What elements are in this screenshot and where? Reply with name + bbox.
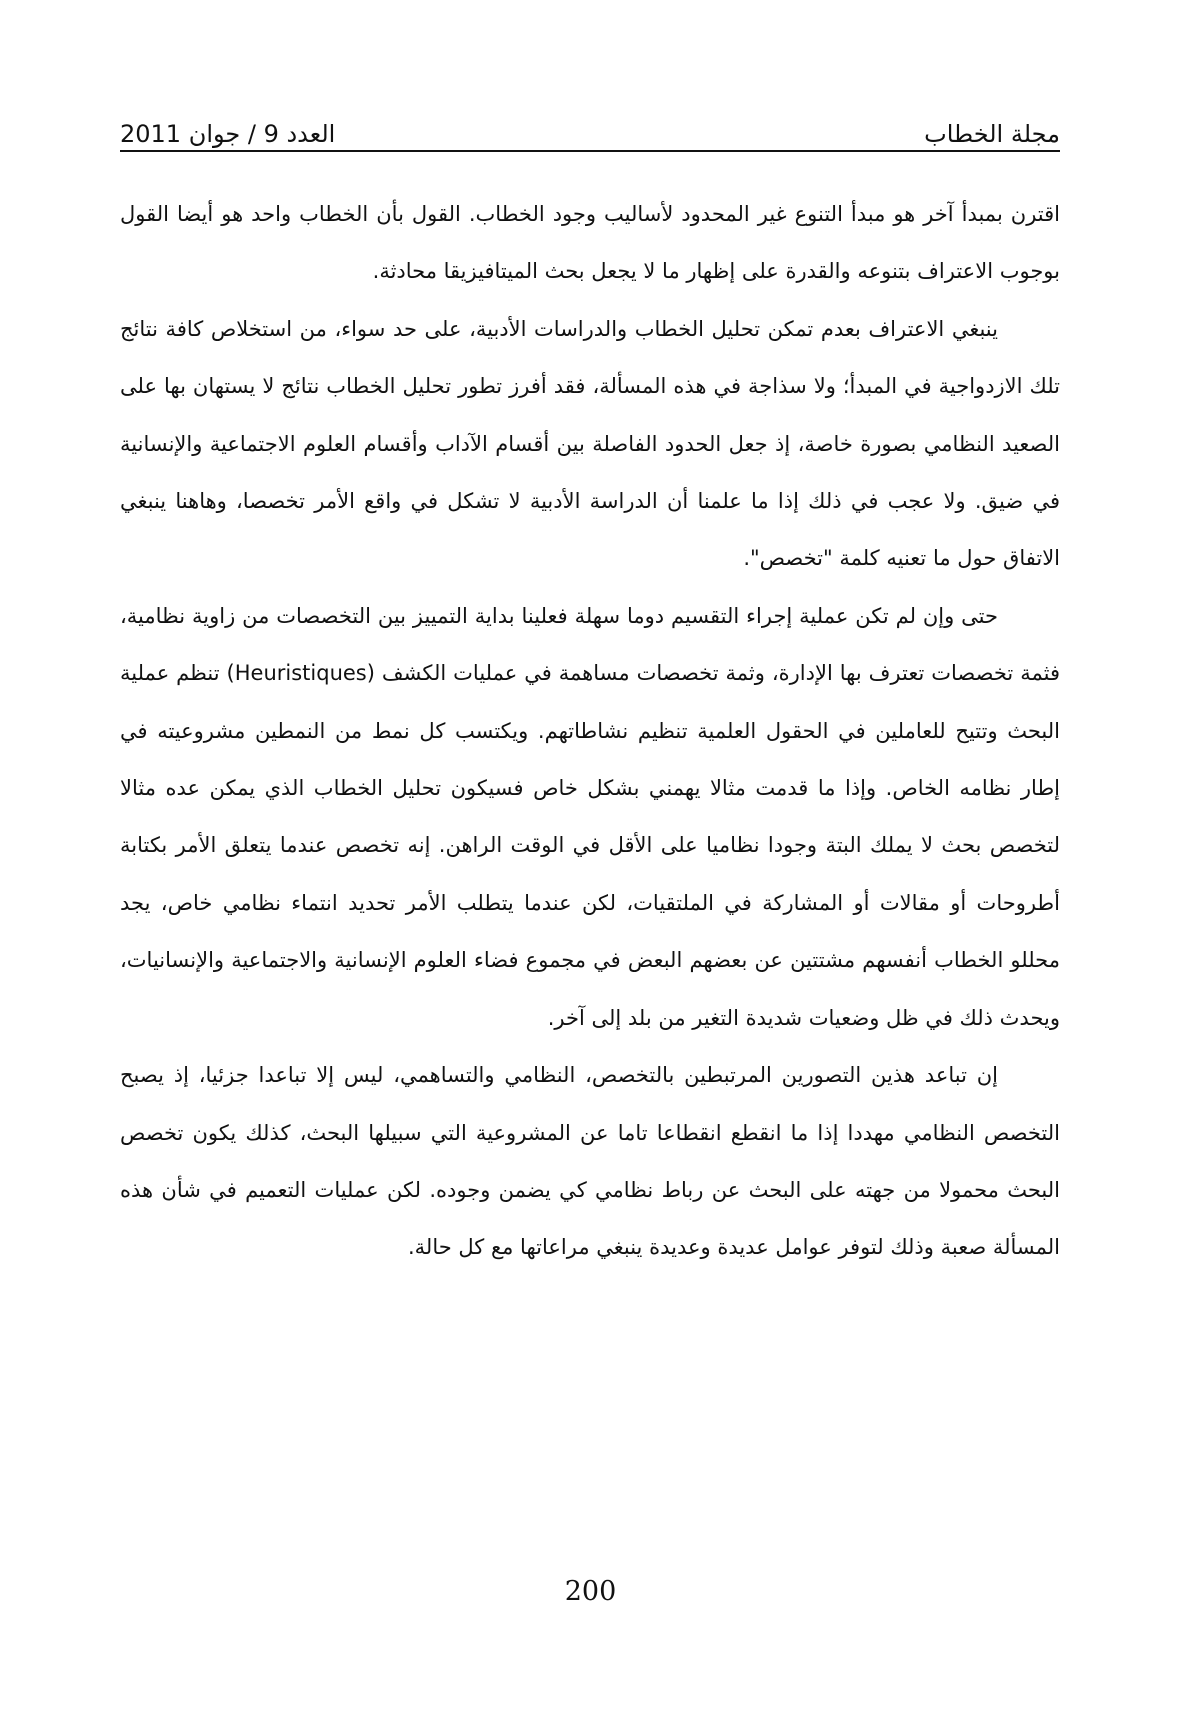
running-header xyxy=(120,108,1060,148)
article-body xyxy=(120,186,1060,1277)
page-number: 200 xyxy=(564,1576,617,1607)
paragraph-1: اقترن بمبدأ آخر هو مبدأ التنوع غير المحدود لأساليب وجود الخطاب. القول بأن الخطاب واحد هو أيضا القول بوجوب الاعتراف بتنوعه والقدرة على إظهار ما لا يجعل بحث الميتافيزيقا محادثة. xyxy=(120,202,1060,284)
paragraph-3: حتى وإن لم تكن عملية إجراء التقسيم دوما سهلة فعلينا بداية التمييز بين التخصصات من زاوية نظامية، فثمة تخصصات تعترف بها الإدارة، وثمة تخصصات مساهمة في عمليات الكشف (Heuristiques) تنظم عملية البحث وتتيح للعاملين في الحقول العلمية تنظيم نشاطاتهم. ويكتسب كل نمط من النمطين مشروعيته في إطار نظامه الخاص. وإذا ما قدمت مثالا يهمني بشكل خاص فسيكون تحليل الخطاب الذي يمكن عده مثالا لتخصص بحث لا يملك البتة وجودا نظاميا على الأقل في الوقت الراهن. إنه تخصص عندما يتعلق الأمر بكتابة أطروحات أو مقالات أو المشاركة في الملتقيات، لكن عندما يتطلب الأمر تحديد انتماء نظامي خاص، يجد محللو الخطاب أنفسهم مشتتين عن بعضهم البعض في مجموع فضاء العلوم الإنسانية والاجتماعية والإنسانيات، ويحدث ذلك في ظل وضعيات شديدة التغير من بلد إلى آخر. xyxy=(120,603,1060,1030)
journal-title: مجلة الخطاب xyxy=(924,120,1060,148)
paragraph-4: إن تباعد هذين التصورين المرتبطين بالتخصص، النظامي والتساهمي، ليس إلا تباعدا جزئيا، إذ يصبح التخصص النظامي مهددا إذا ما انقطع انقطاعا تاما عن المشروعية التي سبيلها البحث، كذلك يكون تخصص البحث محمولا من جهته على البحث عن رباط نظامي كي يضمن وجوده. لكن عمليات التعميم في شأن هذه المسألة صعبة وذلك لتوفر عوامل عديدة وعديدة ينبغي مراعاتها مع كل حالة. xyxy=(120,1063,1060,1260)
header-rule xyxy=(120,150,1060,152)
issue-info: العدد 9 / جوان 2011 xyxy=(120,120,336,148)
paragraph-2: ينبغي الاعتراف بعدم تمكن تحليل الخطاب والدراسات الأدبية، على حد سواء، من استخلاص كافة نتائج تلك الازدواجية في المبدأ؛ ولا سذاجة في هذه المسألة، فقد أفرز تطور تحليل الخطاب نتائج لا يستهان بها على الصعيد النظامي بصورة خاصة، إذ جعل الحدود الفاصلة بين أقسام الآداب وأقسام العلوم الاجتماعية والإنسانية في ضيق. ولا عجب في ذلك إذا ما علمنا أن الدراسة الأدبية لا تشكل في واقع الأمر تخصصا، وهاهنا ينبغي الاتفاق حول ما تعنيه كلمة "تخصص". xyxy=(120,316,1060,571)
